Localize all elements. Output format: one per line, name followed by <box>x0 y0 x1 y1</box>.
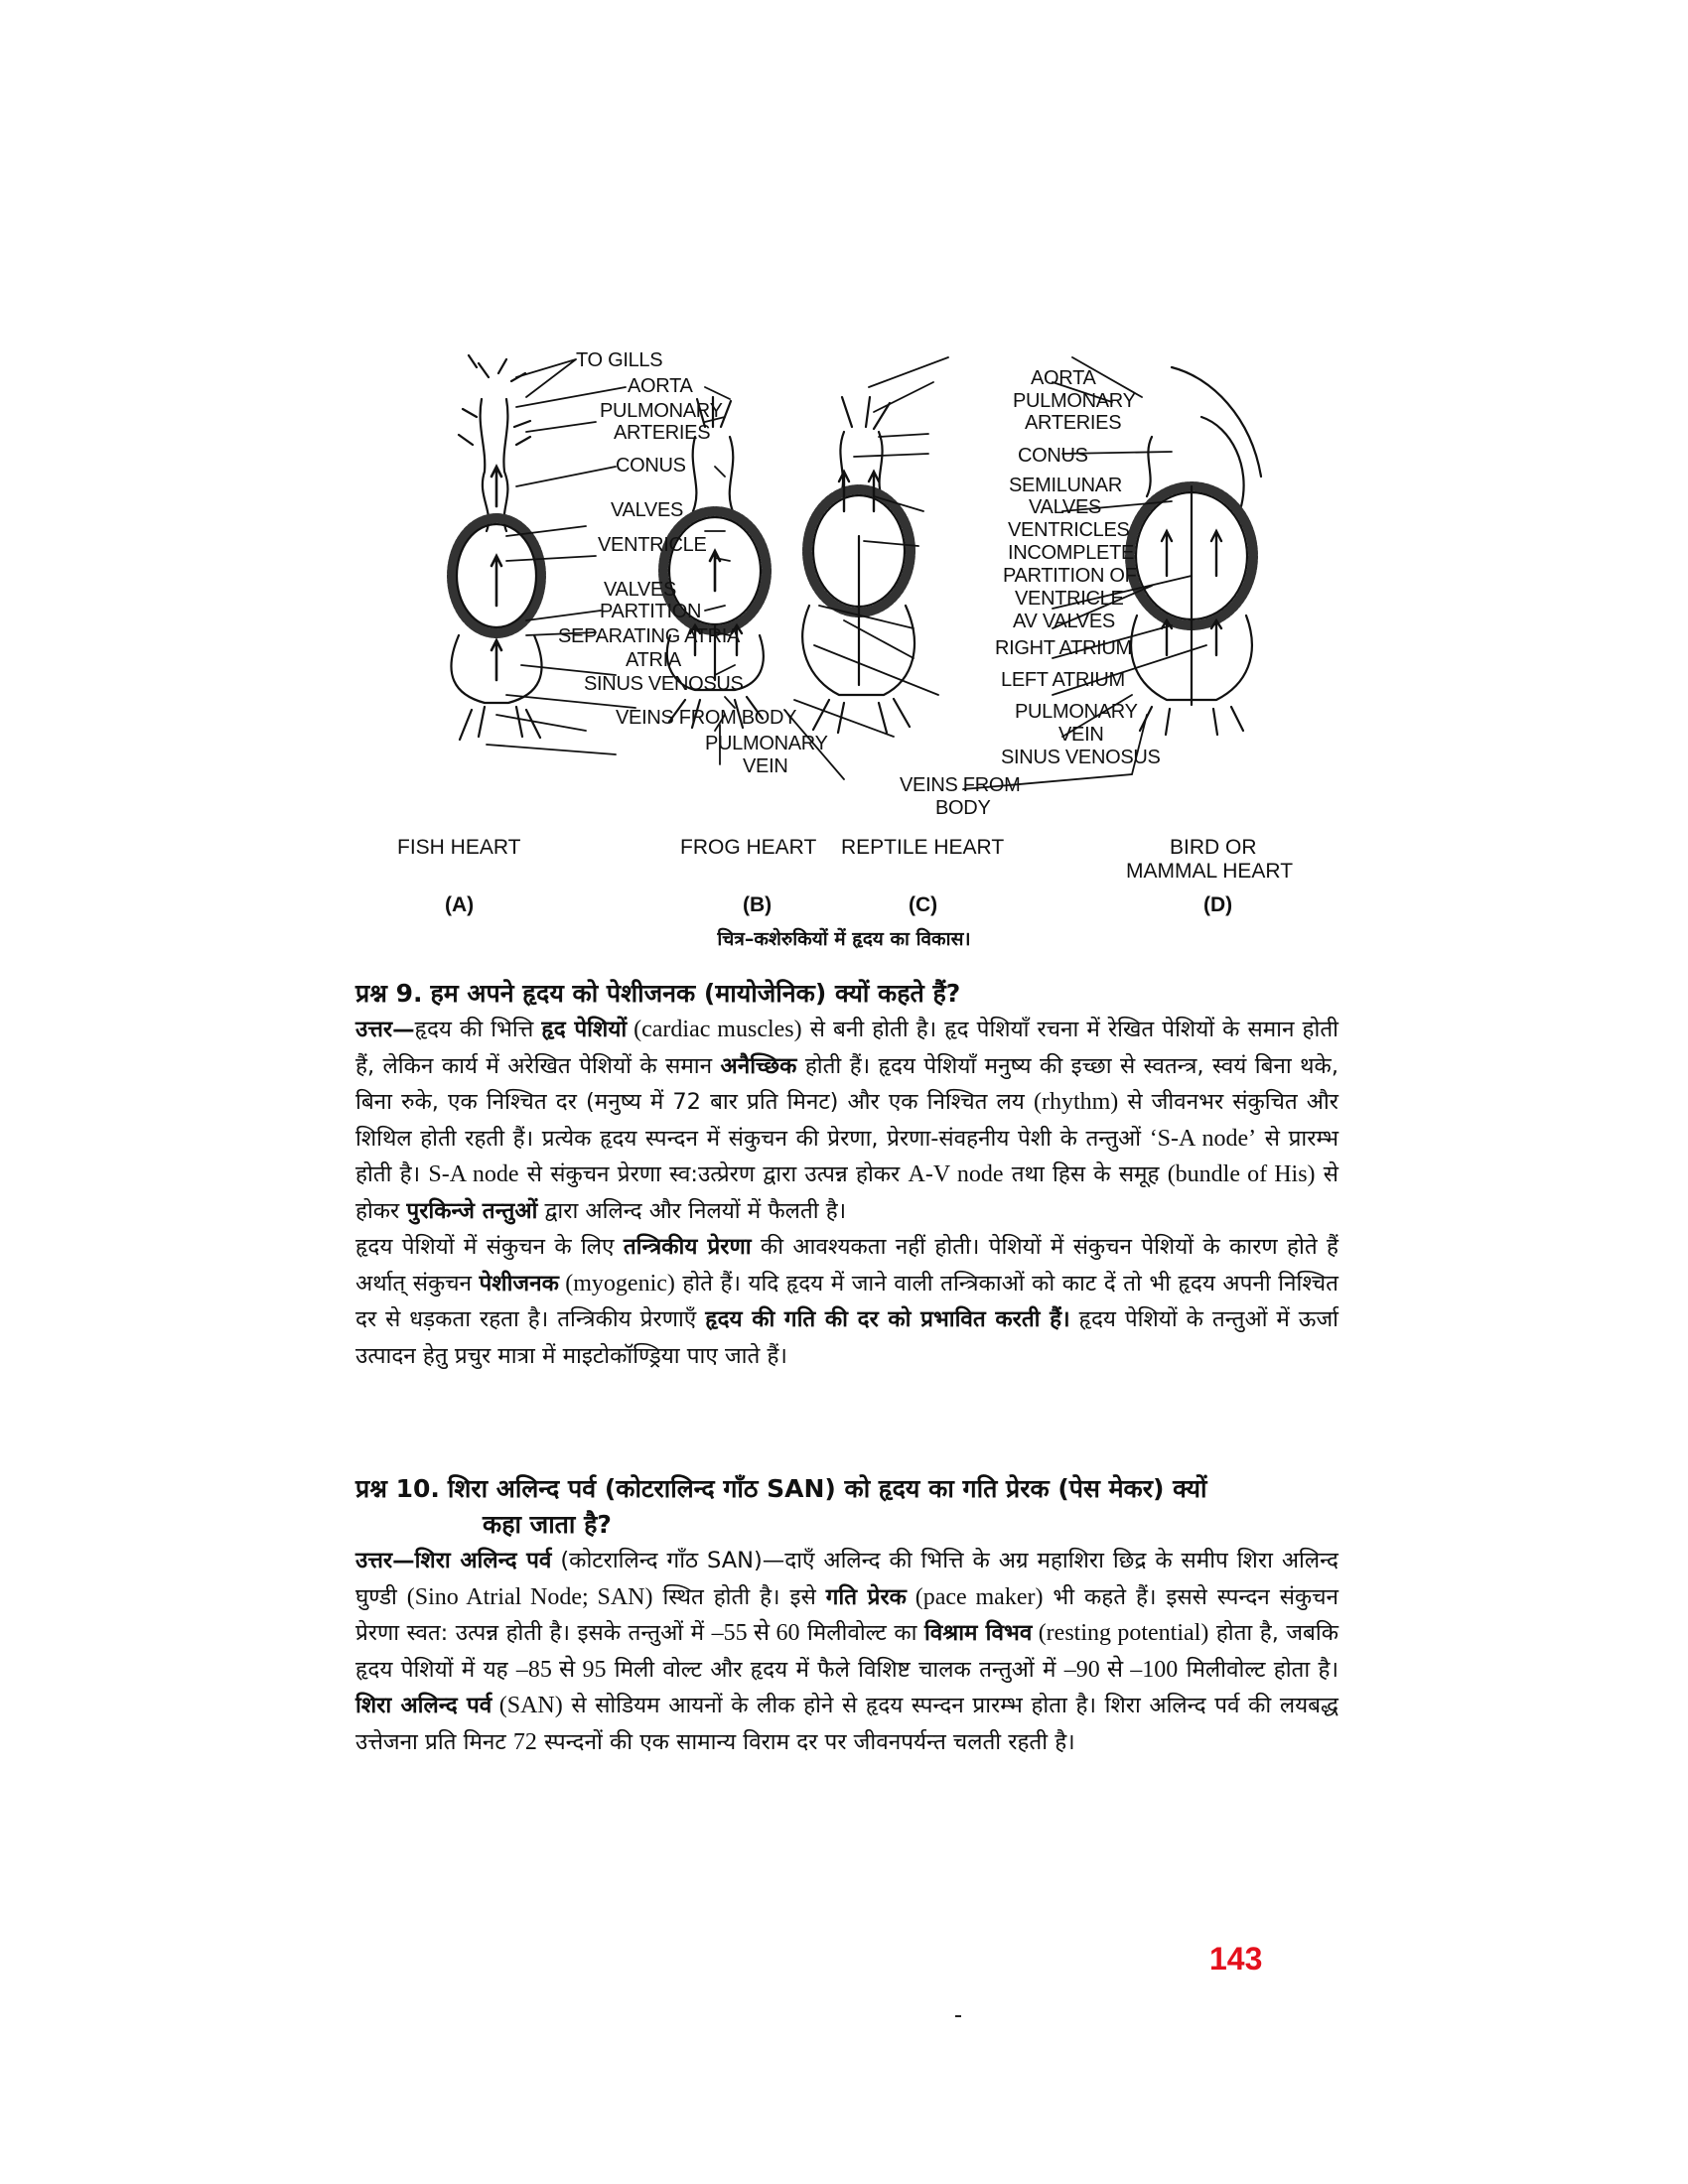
text-run: से जीवनभर संकुचित और शिथिल होती रहती हैं। प्रत्येक हृदय स्पन्दन में संकुचन की प्रेरणा, प्रेरणा-संवहनीय पेशी के तन्तुओं <box>355 1089 1338 1152</box>
answer-10-paragraph <box>355 1543 1338 1760</box>
text-run: से प्रारम्भ होती है। <box>355 1125 1339 1187</box>
label-aorta-fish: AORTA <box>628 375 693 397</box>
term-myogenic: पेशीजनक <box>479 1270 559 1297</box>
term-pacemaker: गति प्रेरक <box>825 1583 907 1610</box>
label-pulmonary-vein-frog-2: VEIN <box>743 755 788 777</box>
question-9-block <box>355 976 1338 1374</box>
text-run: मिली वोल्ट और हृदय में फैले विशिष्ट चालक तन्तुओं में <box>606 1656 1064 1683</box>
text-run: से बनी होती है। हृद पेशियाँ रचना में रेखित पेशियों के समान होती हैं, लेकिन कार्य में अरेखित पेशियों के समान <box>355 1017 1338 1079</box>
text-run: से सोडियम आयनों के लीक होने से हृदय स्पन्दन प्रारम्भ होता है। शिरा अलिन्द पर्व की लयबद्ध उत्तेजना प्रति मिनट <box>355 1693 1338 1755</box>
question-9-number: प्रश्न 9. <box>355 979 423 1008</box>
label-semilunar-1: SEMILUNAR <box>1009 475 1122 496</box>
label-veins-from-body-fish: VEINS FROM BODY <box>616 707 797 729</box>
answer-9-paragraph-2 <box>355 1229 1338 1374</box>
term-affect-heart-rate: हृदय की गति की दर को प्रभावित करती हैं। <box>705 1306 1070 1332</box>
term-sa-node: शिरा अलिन्द पर्व <box>414 1548 552 1573</box>
reptile-heart-diagram <box>802 397 914 733</box>
term-involuntary: अनैच्छिक <box>720 1052 797 1079</box>
text-run: की आवश्यकता नहीं होती। पेशियों में संकुचन पेशियों के कारण होते हैं अर्थात् संकुचन <box>355 1234 1338 1297</box>
label-atria: ATRIA <box>626 649 681 671</box>
question-10-number: प्रश्न 10. <box>355 1474 440 1503</box>
text-run: भी कहते हैं। इससे स्पन्दन संकुचन प्रेरणा स्वत: उत्पन्न होती है। इसके तन्तुओं में <box>355 1583 1338 1646</box>
latin-term: A-V node <box>908 1161 1004 1187</box>
heart-letter-c: (C) <box>909 893 938 916</box>
label-to-gills: TO GILLS <box>576 349 663 371</box>
text-run: मिलीवोल्ट होता है। <box>1178 1656 1339 1683</box>
term-resting-potential: विश्राम विभव <box>923 1620 1033 1646</box>
latin-term: (pace maker) <box>906 1583 1044 1610</box>
label-pulmonary-vein-reptile-1: PULMONARY <box>1015 701 1138 723</box>
label-conus-fish: CONUS <box>616 455 686 477</box>
figure-caption: चित्र–कशेरुकियों में हृदय का विकास। <box>717 928 971 950</box>
value-muscle-potential: –85 से 95 <box>515 1656 607 1683</box>
label-sinus-venosus-fish: SINUS VENOSUS <box>584 673 744 695</box>
latin-term: (cardiac muscles) <box>627 1017 802 1042</box>
heart-name-frog: FROG HEART <box>680 836 817 859</box>
answer-9-paragraph-1 <box>355 1012 1338 1229</box>
label-ventricle: VENTRICLE <box>598 534 707 556</box>
label-valves-top: VALVES <box>611 499 684 521</box>
label-sinus-venosus-reptile: SINUS VENOSUS <box>1001 747 1161 768</box>
label-veins-from-body-reptile-1: VEINS FROM <box>900 774 1021 796</box>
label-incomplete-1: INCOMPLETE <box>1008 542 1135 564</box>
heart-name-bird-1: BIRD OR <box>1170 836 1257 859</box>
text-run: स्पन्दनों की एक सामान्य विराम दर पर जीवनपर्यन्त चलती रहती है। <box>536 1728 1075 1755</box>
question-9-text: हम अपने हृदय को पेशीजनक (मायोजेनिक) क्यों कहते हैं? <box>430 979 961 1008</box>
latin-term: (bundle of His) <box>1167 1161 1316 1187</box>
text-run: हृदय पेशियों में संकुचन के लिए <box>355 1234 624 1260</box>
text-run: हृदय की भित्ति <box>414 1017 542 1042</box>
text-run: मिलीवोल्ट का <box>799 1620 924 1646</box>
latin-term: (SAN) <box>492 1693 563 1718</box>
label-pulmonary-arteries-reptile-1: PULMONARY <box>1013 390 1136 412</box>
text-run: होते हैं। यदि हृदय में जाने वाली तन्त्रिकाओं को काट दें तो भी हृदय अपनी निश्चित दर से धड़कता रहता है। तन्त्रिकीय प्रेरणाएँ <box>355 1270 1339 1332</box>
label-pulmonary-arteries-fish-1: PULMONARY <box>600 400 723 422</box>
heart-letter-a: (A) <box>445 893 475 916</box>
scan-mark <box>955 2015 961 2017</box>
latin-term: (myogenic) <box>558 1270 675 1297</box>
fish-heart-diagram <box>451 355 541 740</box>
text-run: द्वारा अलिन्द और निलयों में फैलती है। <box>537 1197 847 1224</box>
heart-name-bird-2: MAMMAL HEART <box>1126 860 1294 883</box>
label-av-valves: AV VALVES <box>1013 611 1115 632</box>
answer-10-label: उत्तर— <box>355 1548 415 1573</box>
label-pulmonary-arteries-fish-2: ARTERIES <box>614 422 711 444</box>
label-ventricles: VENTRICLES <box>1008 519 1130 541</box>
text-run: होता है, जबकि हृदय पेशियों में यह <box>355 1620 1338 1683</box>
latin-term: ‘S-A node’ <box>1149 1125 1257 1152</box>
label-incomplete-2: PARTITION OF <box>1003 565 1137 587</box>
label-partition: PARTITION <box>600 601 702 622</box>
label-left-atrium: LEFT ATRIUM <box>1001 669 1125 691</box>
label-valves-bottom: VALVES <box>604 579 677 601</box>
text-run: हृदय पेशियों के तन्तुओं में ऊर्जा उत्पादन हेतु प्रचुर मात्रा में माइटोकॉण्ड्रिया पाए जाते हैं। <box>355 1306 1338 1369</box>
label-separating-atria: SEPARATING ATRIA <box>558 625 741 647</box>
heart-evolution-figure <box>377 338 1331 834</box>
label-right-atrium: RIGHT ATRIUM <box>995 637 1132 659</box>
text-run: तथा हिस के समूह <box>1003 1161 1168 1187</box>
term-neural-impulse: तन्त्रिकीय प्रेरणा <box>623 1234 752 1260</box>
term-cardiac-muscle: हृद पेशियों <box>541 1017 628 1042</box>
text-run: से संकुचन प्रेरणा स्व:उत्प्रेरण द्वारा उत्पन्न होकर <box>518 1161 909 1187</box>
term-sa-node: शिरा अलिन्द पर्व <box>355 1693 492 1718</box>
text-run: से होकर <box>355 1161 1338 1224</box>
heart-diagrams-drawing <box>377 338 1331 834</box>
text-run: (कोटरालिन्द गाँठ SAN)—दाएँ अलिन्द की भित्ति के अग्र महाशिरा छिद्र के समीप शिरा अलिन्द घुण्डी <box>355 1548 1338 1610</box>
bird-mammal-heart-diagram <box>1130 367 1261 735</box>
value-sa-potential: –55 से 60 <box>711 1620 800 1646</box>
latin-term: S-A node <box>428 1161 519 1187</box>
heart-letter-b: (B) <box>743 893 773 916</box>
label-pulmonary-vein-reptile-2: VEIN <box>1058 724 1104 746</box>
question-9-heading <box>355 976 1338 1012</box>
heart-name-fish: FISH HEART <box>397 836 521 859</box>
label-veins-from-body-reptile-2: BODY <box>935 797 991 819</box>
page-number: 143 <box>1209 1941 1263 1977</box>
term-purkinje-fibres: पुरकिन्जे तन्तुओं <box>406 1197 538 1224</box>
text-run: होती हैं। हृदय पेशियाँ मनुष्य की इच्छा से स्वतन्त्र, स्वयं बिना थके, बिना रुके, एक निश्चित दर (मनुष्य में 72 बार प्रति मिनट) और एक निश्चित लय <box>355 1052 1338 1115</box>
latin-term: (resting potential) <box>1032 1620 1209 1646</box>
label-incomplete-3: VENTRICLE <box>1015 588 1124 610</box>
label-conus-reptile: CONUS <box>1018 445 1088 467</box>
question-10-block <box>355 1471 1338 1760</box>
text-run: स्थित होती है। इसे <box>652 1583 826 1610</box>
label-aorta-reptile: AORTA <box>1031 367 1096 389</box>
label-pulmonary-arteries-reptile-2: ARTERIES <box>1025 412 1122 434</box>
latin-term: (Sino Atrial Node; SAN) <box>406 1583 653 1610</box>
value-conducting-potential: –90 से –100 <box>1063 1656 1179 1683</box>
question-10-heading <box>355 1471 1338 1543</box>
heart-name-reptile: REPTILE HEART <box>841 836 1005 859</box>
value-beats-per-minute: 72 <box>512 1728 537 1755</box>
label-pulmonary-vein-frog-1: PULMONARY <box>705 733 828 754</box>
label-semilunar-2: VALVES <box>1029 496 1102 518</box>
heart-letter-d: (D) <box>1203 893 1233 916</box>
latin-term: (rhythm) <box>1033 1089 1119 1115</box>
question-10-text-1: शिरा अलिन्द पर्व (कोटरालिन्द गाँठ SAN) को हृदय का गति प्रेरक (पेस मेकर) क्यों <box>447 1474 1207 1503</box>
question-10-text-2: कहा जाता है? <box>483 1510 612 1539</box>
answer-9-label: उत्तर— <box>355 1017 415 1042</box>
